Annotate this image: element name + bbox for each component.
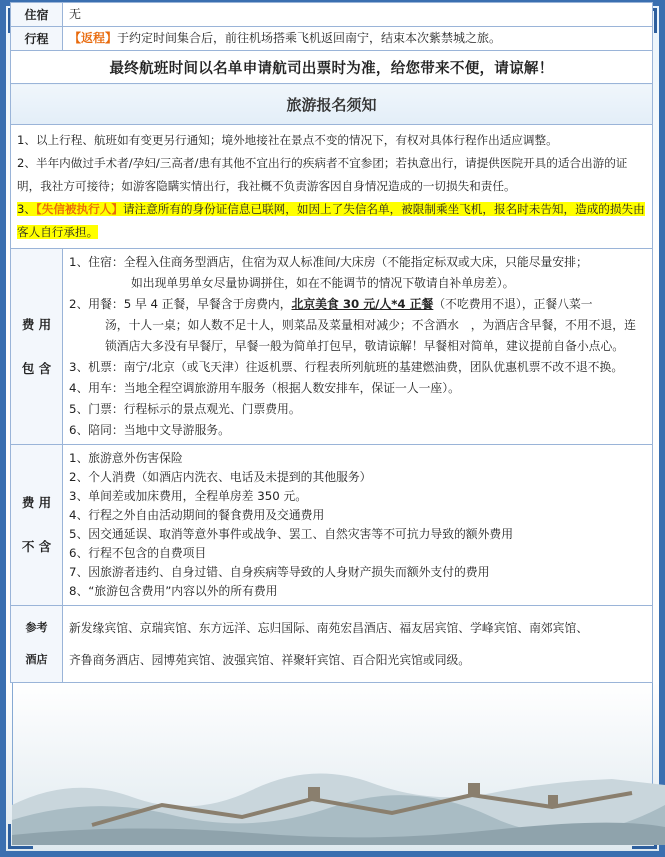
hotels-list: [63, 606, 653, 683]
excluded-label-line: 不 含: [21, 539, 52, 554]
excluded-item: 4、行程之外自由活动期间的餐食费用及交通费用: [69, 508, 325, 522]
rule-item-highlighted: [17, 198, 646, 244]
included-list: [63, 249, 653, 445]
excluded-item: 1、旅游意外伤害保险: [69, 451, 183, 465]
rule-item: 2、半年内做过手术者/孕妇/三高者/患有其他不宜出行的疾病者不宜参团；若执意出行，请提供医院开具的适合出游的证明，我社方可接待；如游客隐瞒实情出行，我社概不负责游客因自身情况造成的一切损失和责任。: [17, 156, 628, 193]
excluded-item: 5、因交通延误、取消等意外事件或战争、罢工、自然灾害等不可抗力导致的额外费用: [69, 527, 513, 541]
included-row: [11, 249, 653, 445]
accommodation-row: [11, 3, 653, 27]
hotels-label-line: 酒店: [25, 653, 48, 666]
excluded-item: 6、行程不包含的自费项目: [69, 546, 207, 560]
included-meals-cont: 汤，十人一桌；如人数不足十人，则菜品及菜量相对减少；不含酒水 ，为酒店含早餐，不用不退，连锁酒店大多没有早餐厅，早餐一般为简单打包早，敬请谅解！早餐相对简单，建议提前自备小点心。: [105, 318, 636, 353]
excluded-item: 2、个人消费（如酒店内洗衣、电话及未提到的其他服务）: [69, 470, 372, 484]
included-meals: [69, 294, 646, 315]
excluded-list: [63, 445, 653, 606]
included-label-line: 费 用: [21, 316, 52, 332]
section-title: 旅游报名须知: [11, 84, 653, 125]
included-lodging-cont: 如出现单男单女尽量协调拼住，如在不能调节的情况下敬请自补单房差）。: [131, 276, 515, 290]
registration-rules: [11, 125, 653, 249]
included-lodging: 1、住宿：全程入住商务型酒店，住宿为双人标准间/大床房（不能指定标双或大床，只能尽量安排；: [69, 255, 588, 269]
included-label-line: 包 含: [21, 360, 52, 376]
excluded-item: 3、单间差或加床费用，全程单房差 350 元。: [69, 489, 308, 503]
hotels-label: [11, 606, 63, 683]
accommodation-label: 住宿: [11, 3, 63, 27]
hotels-line: 齐鲁商务酒店、园博苑宾馆、波强宾馆、祥聚轩宾馆、百合阳光宾馆或同级。: [69, 653, 471, 667]
meals-text: 2、用餐：5 早 4 正餐，早餐含于房费内，: [69, 297, 292, 311]
excluded-row: [11, 445, 653, 606]
rule-item: 1、以上行程、航班如有变更另行通知；境外地接社在景点不变的情况下，有权对具体行程作出适应调整。: [17, 133, 558, 147]
rule-text: 请注意所有的身份证信息已联网，如因上了失信名单，被限制乘坐飞机，报名时未告知，造成的损失由客人自行承担。: [17, 202, 645, 239]
included-guide: 6、陪同：当地中文导游服务。: [69, 423, 230, 437]
itinerary-row: [11, 27, 653, 51]
dishonest-person-tag: 【失信被执行人】: [35, 202, 123, 216]
rule-prefix: 3、: [17, 202, 36, 216]
itinerary-content: [63, 27, 653, 51]
itinerary-table: [10, 2, 653, 683]
rules-row: [11, 125, 653, 249]
hotels-row: [11, 606, 653, 683]
hotels-line: 新发缘宾馆、京瑞宾馆、东方远洋、忘归国际、南苑宏昌酒店、福友居宾馆、学峰宾馆、南郊宾馆、: [69, 621, 589, 635]
included-label: [11, 249, 63, 445]
included-transport: 4、用车：当地全程空调旅游用车服务（根据人数安排车，保证一人一座）。: [69, 381, 460, 395]
excluded-label-line: 费 用: [21, 495, 52, 510]
hotels-label-line: 参考: [25, 621, 48, 634]
notice-row: [11, 51, 653, 84]
return-trip-tag: 【返程】: [69, 31, 118, 45]
included-entry: 5、门票：行程标示的景点观光、门票费用。: [69, 402, 301, 416]
excluded-item: 8、“旅游包含费用”内容以外的所有费用: [69, 584, 278, 598]
flight-notice: 最终航班时间以名单申请航司出票时为准，给您带来不便，请谅解！: [11, 51, 653, 84]
meals-text: （不吃费用不退），正餐八菜一: [433, 297, 593, 311]
section-title-row: [11, 84, 653, 125]
itinerary-text: 于约定时间集合后，前往机场搭乘飞机返回南宁，结束本次紫禁城之旅。: [117, 31, 502, 45]
accommodation-value: 无: [63, 3, 653, 27]
great-wall-scenery: [12, 735, 665, 845]
beijing-food-highlight: 北京美食 30 元/人*4 正餐: [291, 297, 434, 311]
excluded-item: 7、因旅游者违约、自身过错、自身疾病等导致的人身财产损失而额外支付的费用: [69, 565, 490, 579]
included-tickets: 3、机票：南宁/北京（或飞天津）往返机票、行程表所列航班的基建燃油费，团队优惠机票不改不退不换。: [69, 360, 624, 374]
excluded-label: [11, 445, 63, 606]
itinerary-label: 行程: [11, 27, 63, 51]
